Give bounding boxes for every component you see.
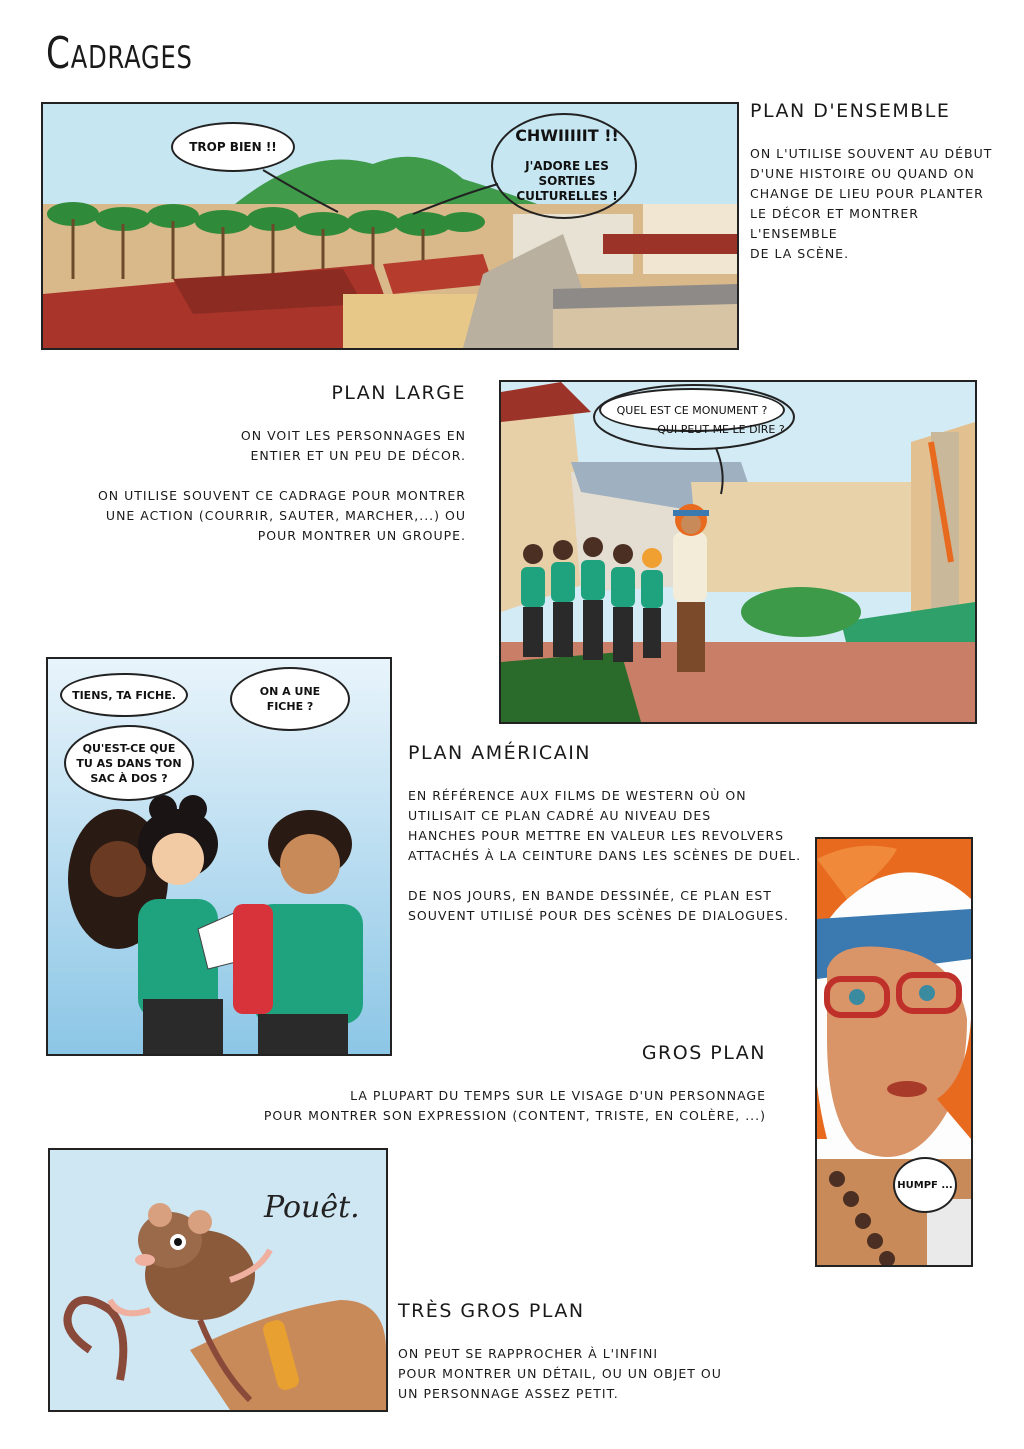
speech-bubble: QU'EST-CE QUE TU AS DANS TON SAC À DOS ? [64, 725, 194, 801]
text-plan-americain-2: DE NOS JOURS, EN BANDE DESSINÉE, CE PLAN EST SOUVENT UTILISÉ POUR DES SCÈNES DE DIALOGUES. [408, 888, 789, 923]
opossum-in-hand-illustration [50, 1150, 386, 1410]
panel-plan-large [499, 380, 977, 724]
page-title: Cadrages [46, 28, 193, 79]
panel-plan-ensemble [41, 102, 739, 350]
heading-tres-gros-plan: TRÈS GROS PLAN [398, 1300, 585, 1322]
panel-tres-gros-plan [48, 1148, 388, 1412]
sound-effect-text: Pouêt. [264, 1190, 360, 1225]
panel-plan-americain [46, 657, 392, 1056]
speech-bubble: TIENS, TA FICHE. [60, 673, 188, 717]
panel-gros-plan [815, 837, 973, 1267]
text-plan-large-1: ON VOIT LES PERSONNAGES EN ENTIER ET UN PEU DE DÉCOR. [240, 428, 466, 463]
text-plan-large-2: ON UTILISE SOUVENT CE CADRAGE POUR MONTRER UNE ACTION (COURRIR, SAUTER, MARCHER,...) OU POUR MONTRER UN GROUPE. [97, 488, 466, 543]
characters-illustration [48, 659, 390, 1054]
text-tres-gros-plan: ON PEUT SE RAPPROCHER À L'INFINI POUR MONTRER UN DÉTAIL, OU UN OBJET OU UN PERSONNAGE ASSEZ PETIT. [398, 1346, 722, 1401]
speech-bubble: TROP BIEN !! [171, 122, 295, 172]
speech-bubble: HUMPF ... [893, 1157, 957, 1213]
town-illustration [43, 104, 737, 348]
speech-bubble: J'ADORE LES SORTIES CULTURELLES ! [516, 158, 618, 203]
text-gros-plan: LA PLUPART DU TEMPS SUR LE VISAGE D'UN PERSONNAGE POUR MONTRER SON EXPRESSION (CONTENT, TRISTE, EN COLÈRE, ...) [263, 1088, 766, 1123]
text-plan-americain-1: EN RÉFÉRENCE AUX FILMS DE WESTERN OÙ ON UTILISAIT CE PLAN CADRÉ AU NIVEAU DES HANCHES POUR METTRE EN VALEUR LES REVOLVERS ATTACHÉS À LA CEINTURE DANS LES SCÈNES DE DUEL. [408, 788, 802, 863]
heading-plan-ensemble: PLAN D'ENSEMBLE [750, 100, 951, 122]
speech-bubble-shout: CHWIIIIIT !! [515, 126, 619, 145]
speech-bubble: QUEL EST CE MONUMENT ? [599, 388, 785, 432]
text-plan-ensemble: ON L'UTILISE SOUVENT AU DÉBUT D'UNE HISTOIRE OU QUAND ON CHANGE DE LIEU POUR PLANTER LE DÉCOR ET MONTRER L'ENSEMBLE DE LA SCÈNE. [750, 146, 993, 261]
speech-bubble: QUI PEUT ME LE DIRE ? [657, 422, 785, 436]
heading-plan-americain: PLAN AMÉRICAIN [408, 742, 592, 764]
heading-gros-plan: GROS PLAN [641, 1042, 766, 1064]
heading-plan-large: PLAN LARGE [331, 382, 466, 404]
speech-bubble: ON A UNE FICHE ? [230, 667, 350, 731]
